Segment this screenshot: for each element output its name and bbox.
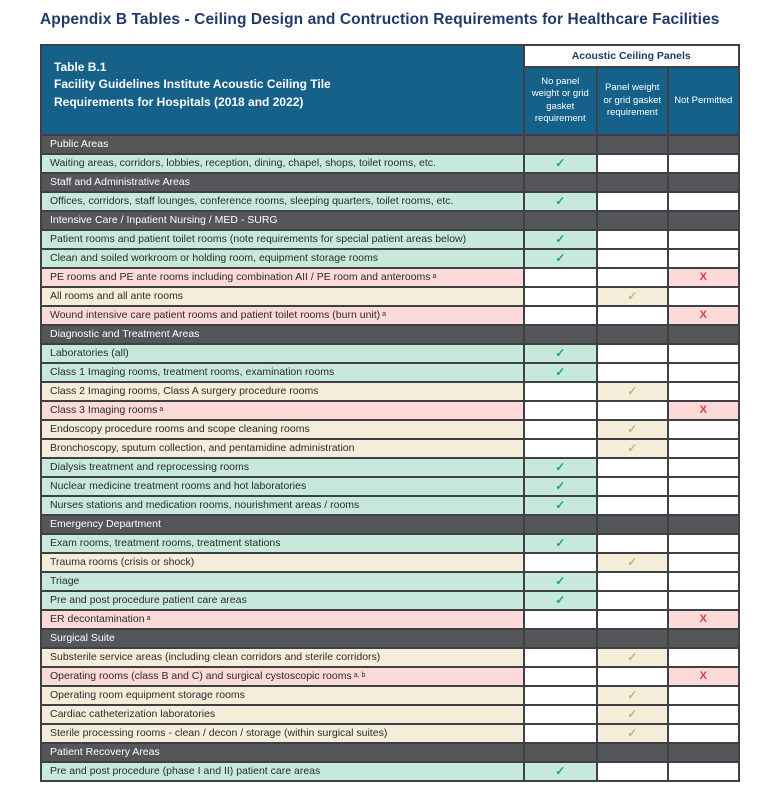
check-icon: ✓ — [555, 346, 566, 361]
table-header — [42, 46, 738, 134]
row-label: Sterile processing rooms - clean / decon / storage (within surgical suites) — [42, 725, 523, 743]
cell-col2 — [598, 725, 668, 743]
table-title-line: Requirements for Hospitals (2018 and 2022) — [54, 94, 304, 109]
cell-col2 — [598, 307, 668, 325]
row-label: Offices, corridors, staff lounges, conference rooms, sleeping quarters, toilet rooms, etc. — [42, 193, 523, 211]
check-icon: ✓ — [555, 764, 566, 779]
cell-col3 — [669, 193, 739, 211]
row-label: Class 3 Imaging rooms a — [42, 402, 523, 420]
column-header-no-panel-weight: No panel weight or grid gasket requirement — [525, 68, 597, 135]
table-row — [42, 763, 738, 781]
cell-col1 — [525, 554, 597, 572]
cell-col2 — [598, 288, 668, 306]
row-label: Trauma rooms (crisis or shock) — [42, 554, 523, 572]
table-row — [42, 269, 738, 287]
cell-col3 — [669, 611, 739, 629]
row-label: Patient rooms and patient toilet rooms (note requirements for special patient areas below) — [42, 231, 523, 249]
cell-col1 — [525, 136, 597, 154]
row-label: Pre and post procedure (phase I and II) patient care areas — [42, 763, 523, 781]
cell-col1 — [525, 592, 597, 610]
section-label: Patient Recovery Areas — [42, 744, 523, 762]
section-header-row — [42, 516, 738, 534]
row-label: Operating room equipment storage rooms — [42, 687, 523, 705]
cell-col2 — [598, 687, 668, 705]
column-header-area — [525, 46, 739, 134]
cell-col3 — [669, 630, 739, 648]
cell-col1 — [525, 459, 597, 477]
table-row — [42, 231, 738, 249]
cell-col1 — [525, 611, 597, 629]
cell-col3 — [669, 744, 739, 762]
table-row — [42, 687, 738, 705]
cell-col3 — [669, 155, 739, 173]
check-icon: ✓ — [555, 479, 566, 494]
cell-col1 — [525, 250, 597, 268]
cell-col1 — [525, 421, 597, 439]
check-icon: ✓ — [555, 574, 566, 589]
cell-col2 — [598, 250, 668, 268]
row-label: Clean and soiled workroom or holding room, equipment storage rooms — [42, 250, 523, 268]
cell-col3 — [669, 516, 739, 534]
cell-col1 — [525, 516, 597, 534]
cell-col2 — [598, 706, 668, 724]
table-row — [42, 649, 738, 667]
cell-col2 — [598, 174, 668, 192]
table-row — [42, 155, 738, 173]
cell-col3 — [669, 345, 739, 363]
cell-col3 — [669, 497, 739, 515]
table-row — [42, 478, 738, 496]
section-label: Surgical Suite — [42, 630, 523, 648]
cell-col3 — [669, 554, 739, 572]
cell-col3 — [669, 364, 739, 382]
table-row — [42, 535, 738, 553]
x-icon: X — [699, 670, 707, 683]
cell-col2 — [598, 326, 668, 344]
cell-col3 — [669, 649, 739, 667]
table-row — [42, 668, 738, 686]
cell-col3 — [669, 288, 739, 306]
cell-col3 — [669, 478, 739, 496]
table-row — [42, 288, 738, 306]
check-icon: ✓ — [627, 384, 638, 399]
section-label: Public Areas — [42, 136, 523, 154]
cell-col1 — [525, 535, 597, 553]
cell-col1 — [525, 402, 597, 420]
cell-col1 — [525, 706, 597, 724]
cell-col2 — [598, 649, 668, 667]
table-row — [42, 402, 738, 420]
cell-col1 — [525, 307, 597, 325]
check-icon: ✓ — [555, 498, 566, 513]
x-icon: X — [699, 271, 707, 284]
cell-col1 — [525, 193, 597, 211]
cell-col2 — [598, 478, 668, 496]
x-icon: X — [699, 404, 707, 417]
cell-col2 — [598, 611, 668, 629]
column-header-not-permitted: Not Permitted — [669, 68, 739, 135]
cell-col2 — [598, 440, 668, 458]
row-label: Nurses stations and medication rooms, nourishment areas / rooms — [42, 497, 523, 515]
cell-col1 — [525, 744, 597, 762]
cell-col3 — [669, 136, 739, 154]
cell-col1 — [525, 497, 597, 515]
acoustic-ceiling-requirements-table — [40, 44, 740, 782]
section-label: Diagnostic and Treatment Areas — [42, 326, 523, 344]
cell-col1 — [525, 155, 597, 173]
row-label: PE rooms and PE ante rooms including combination AII / PE room and anterooms a — [42, 269, 523, 287]
table-row — [42, 725, 738, 743]
section-label: Emergency Department — [42, 516, 523, 534]
row-label: Bronchoscopy, sputum collection, and pentamidine administration — [42, 440, 523, 458]
cell-col2 — [598, 402, 668, 420]
cell-col1 — [525, 231, 597, 249]
check-icon: ✓ — [627, 650, 638, 665]
cell-col2 — [598, 497, 668, 515]
cell-col2 — [598, 573, 668, 591]
check-icon: ✓ — [627, 555, 638, 570]
row-label: Operating rooms (class B and C) and surgical cystoscopic rooms a, b — [42, 668, 523, 686]
table-row — [42, 554, 738, 572]
cell-col1 — [525, 364, 597, 382]
cell-col2 — [598, 231, 668, 249]
cell-col2 — [598, 744, 668, 762]
cell-col1 — [525, 630, 597, 648]
check-icon: ✓ — [555, 460, 566, 475]
cell-col2 — [598, 193, 668, 211]
cell-col3 — [669, 459, 739, 477]
table-row — [42, 611, 738, 629]
cell-col1 — [525, 345, 597, 363]
table-number: Table B.1 — [54, 60, 107, 74]
cell-col1 — [525, 326, 597, 344]
cell-col2 — [598, 136, 668, 154]
cell-col1 — [525, 174, 597, 192]
cell-col2 — [598, 155, 668, 173]
cell-col2 — [598, 212, 668, 230]
check-icon: ✓ — [555, 251, 566, 266]
cell-col1 — [525, 212, 597, 230]
row-label: Waiting areas, corridors, lobbies, reception, dining, chapel, shops, toilet rooms, etc. — [42, 155, 523, 173]
table-row — [42, 706, 738, 724]
section-label: Staff and Administrative Areas — [42, 174, 523, 192]
table-row — [42, 421, 738, 439]
table-row — [42, 497, 738, 515]
cell-col2 — [598, 364, 668, 382]
table-row — [42, 440, 738, 458]
cell-col1 — [525, 440, 597, 458]
section-header-row — [42, 174, 738, 192]
cell-col3 — [669, 402, 739, 420]
check-icon: ✓ — [555, 194, 566, 209]
check-icon: ✓ — [555, 593, 566, 608]
cell-col2 — [598, 535, 668, 553]
cell-col3 — [669, 725, 739, 743]
row-label: Pre and post procedure patient care areas — [42, 592, 523, 610]
cell-col3 — [669, 592, 739, 610]
table-row — [42, 250, 738, 268]
cell-col3 — [669, 535, 739, 553]
row-label: Dialysis treatment and reprocessing rooms — [42, 459, 523, 477]
cell-col1 — [525, 383, 597, 401]
cell-col3 — [669, 421, 739, 439]
cell-col2 — [598, 383, 668, 401]
section-header-row — [42, 326, 738, 344]
cell-col2 — [598, 459, 668, 477]
column-header-panel-weight: Panel weight or grid gasket requirement — [598, 68, 668, 135]
section-header-row — [42, 212, 738, 230]
cell-col3 — [669, 174, 739, 192]
row-label: Cardiac catheterization laboratories — [42, 706, 523, 724]
table-row — [42, 459, 738, 477]
cell-col3 — [669, 573, 739, 591]
cell-col1 — [525, 269, 597, 287]
cell-col3 — [669, 440, 739, 458]
cell-col1 — [525, 649, 597, 667]
cell-col3 — [669, 763, 739, 781]
check-icon: ✓ — [555, 365, 566, 380]
row-label: Triage — [42, 573, 523, 591]
x-icon: X — [699, 309, 707, 322]
row-label: Class 2 Imaging rooms, Class A surgery procedure rooms — [42, 383, 523, 401]
cell-col2 — [598, 516, 668, 534]
cell-col1 — [525, 573, 597, 591]
check-icon: ✓ — [555, 536, 566, 551]
row-label: Class 1 Imaging rooms, treatment rooms, examination rooms — [42, 364, 523, 382]
cell-col3 — [669, 687, 739, 705]
table-row — [42, 345, 738, 363]
page-title: Appendix B Tables - Ceiling Design and Contruction Requirements for Healthcare Facilities — [40, 11, 720, 28]
table-row — [42, 573, 738, 591]
check-icon: ✓ — [627, 707, 638, 722]
cell-col1 — [525, 687, 597, 705]
table-title-block — [42, 46, 523, 134]
row-label: ER decontamination a — [42, 611, 523, 629]
row-label: Exam rooms, treatment rooms, treatment stations — [42, 535, 523, 553]
cell-col2 — [598, 345, 668, 363]
cell-col2 — [598, 421, 668, 439]
cell-col3 — [669, 706, 739, 724]
table-row — [42, 592, 738, 610]
row-label: Endoscopy procedure rooms and scope cleaning rooms — [42, 421, 523, 439]
column-headers — [525, 68, 739, 135]
table-row — [42, 364, 738, 382]
cell-col1 — [525, 763, 597, 781]
x-icon: X — [699, 613, 707, 626]
table-title-line: Facility Guidelines Institute Acoustic Ceiling Tile — [54, 77, 331, 92]
row-label: All rooms and all ante rooms — [42, 288, 523, 306]
check-icon: ✓ — [627, 441, 638, 456]
cell-col3 — [669, 383, 739, 401]
cell-col3 — [669, 231, 739, 249]
cell-col2 — [598, 269, 668, 287]
table-row — [42, 383, 738, 401]
cell-col3 — [669, 307, 739, 325]
row-label: Substerile service areas (including clean corridors and sterile corridors) — [42, 649, 523, 667]
check-icon: ✓ — [627, 726, 638, 741]
cell-col2 — [598, 668, 668, 686]
table-row — [42, 193, 738, 211]
column-group-header: Acoustic Ceiling Panels — [525, 46, 739, 66]
row-label: Nuclear medicine treatment rooms and hot laboratories — [42, 478, 523, 496]
check-icon: ✓ — [627, 289, 638, 304]
cell-col3 — [669, 668, 739, 686]
cell-col3 — [669, 212, 739, 230]
cell-col1 — [525, 668, 597, 686]
cell-col2 — [598, 763, 668, 781]
cell-col1 — [525, 288, 597, 306]
table-row — [42, 307, 738, 325]
check-icon: ✓ — [555, 232, 566, 247]
table-body — [42, 136, 738, 781]
check-icon: ✓ — [627, 422, 638, 437]
cell-col2 — [598, 630, 668, 648]
section-header-row — [42, 136, 738, 154]
cell-col1 — [525, 478, 597, 496]
section-header-row — [42, 630, 738, 648]
cell-col3 — [669, 269, 739, 287]
section-label: Intensive Care / Inpatient Nursing / MED - SURG — [42, 212, 523, 230]
cell-col2 — [598, 592, 668, 610]
row-label: Wound intensive care patient rooms and patient toilet rooms (burn unit) a — [42, 307, 523, 325]
check-icon: ✓ — [555, 156, 566, 171]
cell-col3 — [669, 250, 739, 268]
section-header-row — [42, 744, 738, 762]
cell-col1 — [525, 725, 597, 743]
row-label: Laboratories (all) — [42, 345, 523, 363]
check-icon: ✓ — [627, 688, 638, 703]
cell-col2 — [598, 554, 668, 572]
cell-col3 — [669, 326, 739, 344]
